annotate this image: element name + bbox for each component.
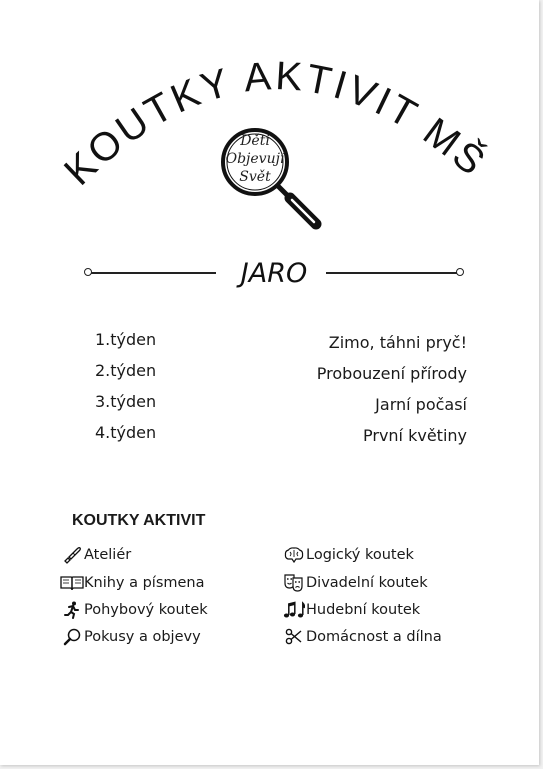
divider-line <box>326 272 460 274</box>
activity-label: Domácnost a dílna <box>306 629 442 645</box>
activity-item <box>282 544 414 566</box>
theater-masks-icon <box>282 572 306 594</box>
activity-label: Ateliér <box>84 547 132 563</box>
week-row <box>95 423 467 454</box>
week-label: 2.týden <box>95 361 157 380</box>
week-theme: Zimo, táhni pryč! <box>328 333 467 352</box>
corners-heading: KOUTKY AKTIVIT <box>72 512 206 529</box>
logo-text <box>225 132 285 186</box>
logo <box>217 120 325 232</box>
week-row <box>95 330 467 361</box>
weeks-list <box>95 330 467 454</box>
activity-item <box>60 572 205 594</box>
week-row <box>95 392 467 423</box>
week-label: 4.týden <box>95 423 157 442</box>
activity-label: Pokusy a objevy <box>84 629 201 645</box>
week-row <box>95 361 467 392</box>
activity-label: Pohybový koutek <box>84 602 208 618</box>
week-label: 1.týden <box>95 330 157 349</box>
week-theme: Jarní počasí <box>375 395 467 414</box>
activity-item <box>60 544 131 566</box>
activity-label: Knihy a písmena <box>84 575 205 591</box>
scissors-icon <box>282 626 306 648</box>
logo-line: Svět <box>239 169 271 185</box>
magnifier-icon <box>60 626 84 648</box>
activity-item <box>282 572 428 594</box>
divider-dot <box>84 268 92 276</box>
activity-item <box>282 626 442 648</box>
activity-label: Logický koutek <box>306 547 414 563</box>
week-theme: Probouzení přírody <box>316 364 467 383</box>
page-title: KOUTKY AKTIVIT MŠ <box>56 53 496 194</box>
music-notes-icon <box>282 599 306 621</box>
running-person-icon <box>60 599 84 621</box>
divider-dot <box>456 268 464 276</box>
activity-label: Divadelní koutek <box>306 575 428 591</box>
week-theme: První květiny <box>363 426 467 445</box>
logo-line: Děti <box>240 133 270 149</box>
week-label: 3.týden <box>95 392 157 411</box>
activity-item <box>60 626 201 648</box>
brain-icon <box>282 544 306 566</box>
paintbrush-icon <box>60 544 84 566</box>
logo-line: Objevují <box>225 151 285 167</box>
season-title: JARO <box>240 258 308 289</box>
open-book-icon <box>60 572 84 594</box>
activity-item <box>60 599 208 621</box>
divider-line <box>88 272 216 274</box>
activity-label: Hudební koutek <box>306 602 421 618</box>
activity-item <box>282 599 420 621</box>
season-header <box>84 256 466 292</box>
